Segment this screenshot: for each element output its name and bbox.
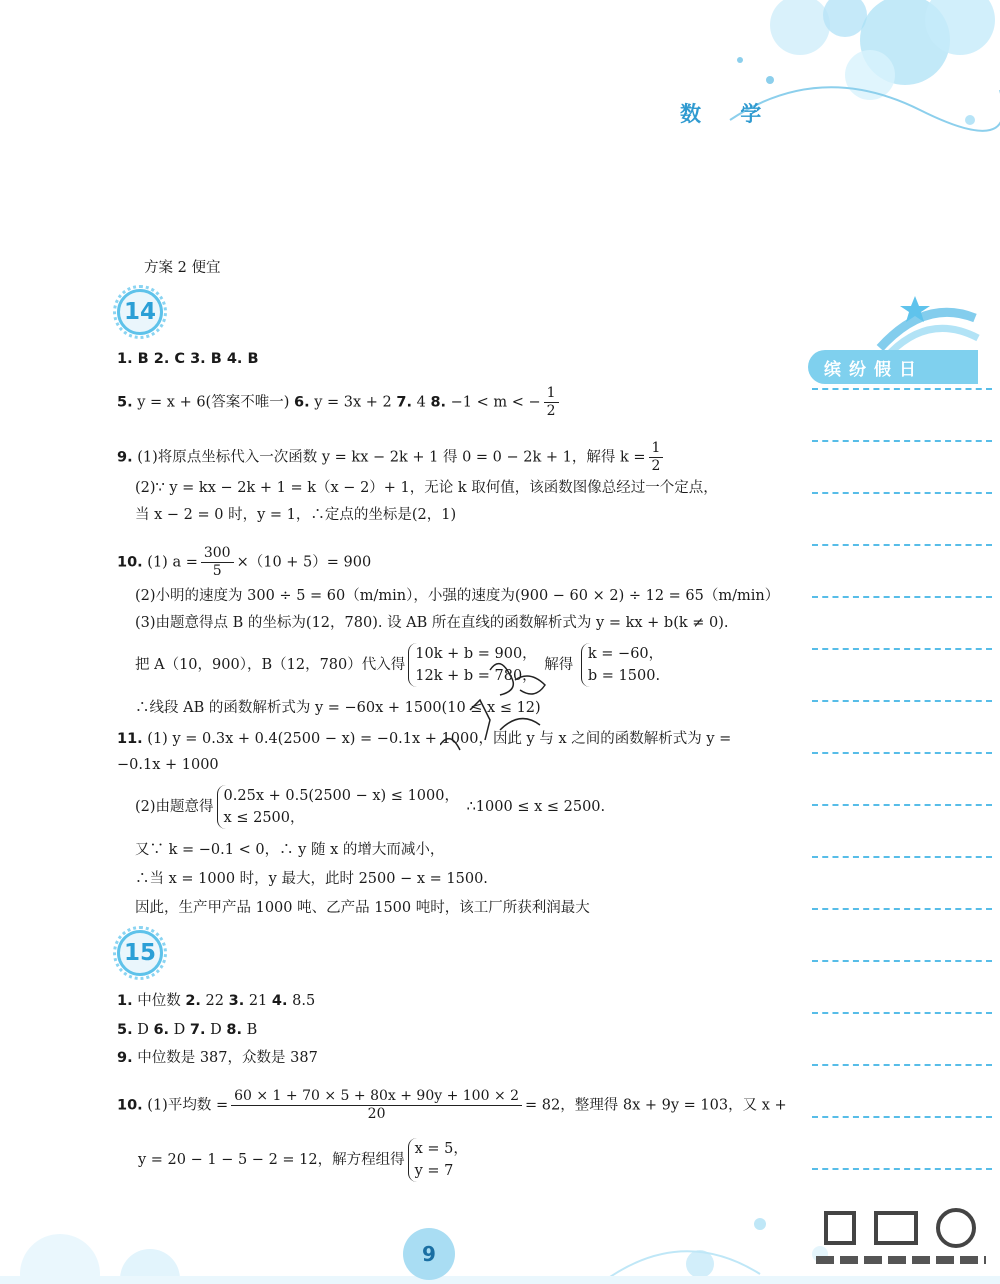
answer-line: [117, 1048, 318, 1068]
answer-text: (1)将原点坐标代入一次函数 y = kx − 2k + 1 得 0 = 0 − 2k + 1，解得 k =: [132, 449, 646, 466]
answer-line: (2)∵ y = kx − 2k + 1 = k（x − 2）+ 1，无论 k 取何值，该函数图像总经过一个定点，: [135, 480, 718, 496]
answer-line: (3)由题意得点 B 的坐标为(12，780). 设 AB 所在直线的函数解析式为 y = kx + b(k ≠ 0).: [135, 615, 729, 631]
question-number: 9.: [117, 449, 133, 466]
holiday-tag: 缤纷假日: [808, 350, 978, 384]
answer-line: 因此，生产甲产品 1000 吨、乙产品 1500 吨时，该工厂所获利润最大: [135, 900, 590, 916]
answer-text: y = 20 − 1 − 5 − 2 = 12，解方程组得: [138, 1152, 405, 1168]
answer-line: [117, 1088, 787, 1123]
answer-text: = 82，整理得 8x + 9y = 103，又 x +: [525, 1097, 787, 1114]
page-number: 9: [403, 1228, 455, 1280]
answer-line: [117, 440, 666, 475]
answer-line: [135, 785, 605, 829]
equation: k = −60，: [587, 646, 664, 662]
question-number: 6.: [153, 1022, 170, 1038]
equation: b = 1500.: [587, 668, 661, 684]
answer-text: 22: [200, 993, 229, 1009]
answer-text: 把 A（10，900），B（12，780）代入得: [135, 657, 406, 673]
question-number: 10.: [117, 554, 143, 571]
answer-line: [117, 349, 259, 369]
denominator: 2: [546, 403, 556, 419]
subject-title: 数 学: [680, 102, 778, 126]
answer-line: [117, 1020, 257, 1040]
stars-decoration: [870, 288, 980, 358]
answer-line: (2)小明的速度为 300 ÷ 5 = 60（m/min），小强的速度为(900 − 60 × 2) ÷ 12 = 65（m/min）: [135, 588, 780, 604]
equation: y = 7: [414, 1163, 454, 1179]
equation: 10k + b = 900，: [415, 646, 537, 662]
question-number: 6.: [293, 394, 310, 411]
answer-line: [117, 991, 315, 1011]
answer-line: 方案 2 便宜: [144, 260, 221, 276]
answer-text: D: [132, 1022, 154, 1038]
question-number: 10.: [117, 1097, 143, 1114]
answer-text: 21: [244, 993, 272, 1009]
numerator: 1: [649, 440, 664, 458]
question-number: 11.: [117, 731, 143, 747]
question-number: 7.: [189, 1022, 206, 1038]
question-number: 2.: [185, 993, 201, 1009]
answer-line: [117, 385, 562, 420]
fraction: [231, 1088, 522, 1123]
answer-text: y = x + 6(答案不唯一): [132, 394, 294, 411]
equation: 12k + b = 780，: [415, 668, 537, 684]
answer-text: y = 3x + 2: [309, 394, 397, 411]
answer-text: 解得: [539, 657, 578, 673]
answer-text: 1. B 2. C 3. B 4. B: [117, 351, 259, 367]
answer-text: (1)平均数 =: [142, 1097, 229, 1114]
question-number: 4.: [271, 993, 288, 1009]
denominator: 5: [212, 563, 222, 579]
question-number: 9.: [117, 1050, 133, 1066]
equation-system: [217, 785, 459, 829]
answer-text: ∴1000 ≤ x ≤ 2500.: [461, 799, 606, 815]
answer-text: 中位数是 387，众数是 387: [132, 1050, 318, 1066]
question-number: 8.: [226, 1022, 242, 1038]
question-number: 7.: [396, 394, 412, 411]
denominator: 20: [367, 1106, 386, 1122]
answer-line: ∴当 x = 1000 时，y 最大，此时 2500 − x = 1500.: [135, 871, 488, 887]
question-number: 1.: [117, 993, 133, 1009]
numerator: 300: [201, 545, 234, 563]
watermark-logo: [806, 1198, 996, 1278]
fraction: [649, 440, 664, 475]
answer-text: 4: [411, 394, 431, 411]
answer-text: (2)由题意得: [135, 799, 214, 815]
numerator: 60 × 1 + 70 × 5 + 80x + 90y + 100 × 2: [231, 1088, 522, 1106]
answer-text: ×（10 + 5）= 900: [236, 554, 372, 571]
section-badge-14: 14: [117, 289, 163, 335]
question-number: 5.: [117, 394, 133, 411]
answer-text: (1) y = 0.3x + 0.4(2500 − x) = −0.1x + 1000，因此 y 与 x 之间的函数解析式为 y =: [142, 731, 732, 747]
answer-text: (1) a =: [142, 554, 198, 571]
equation: 0.25x + 0.5(2500 − x) ≤ 1000，: [223, 788, 459, 804]
denominator: 2: [651, 458, 661, 474]
handwritten-scribble: [440, 650, 590, 760]
section-badge-15: 15: [117, 930, 163, 976]
fraction: [201, 545, 234, 580]
answer-line: −0.1x + 1000: [117, 757, 219, 773]
question-number: 5.: [117, 1022, 133, 1038]
answer-line: [117, 729, 731, 749]
answer-line: 当 x − 2 = 0 时，y = 1，∴定点的坐标是(2，1): [135, 507, 457, 523]
answer-line: ∴线段 AB 的函数解析式为 y = −60x + 1500(10 ≤ x ≤ 12): [135, 700, 541, 716]
question-number: 3.: [228, 993, 245, 1009]
equation-system: [581, 643, 663, 687]
answer-text: D: [205, 1022, 227, 1038]
fraction: [544, 385, 559, 420]
equation: x = 5，: [414, 1141, 468, 1157]
answer-line: [117, 545, 371, 580]
answer-text: D: [169, 1022, 190, 1038]
equation: x ≤ 2500，: [223, 810, 305, 826]
question-number: 8.: [430, 394, 447, 411]
numerator: 1: [544, 385, 559, 403]
answer-text: 中位数: [132, 993, 186, 1009]
answer-text: 8.5: [287, 993, 316, 1009]
answer-text: B: [241, 1022, 258, 1038]
answer-text: −1 < m < −: [446, 394, 541, 411]
answer-line: 又∵ k = −0.1 < 0，∴ y 随 x 的增大而减小，: [135, 842, 445, 858]
